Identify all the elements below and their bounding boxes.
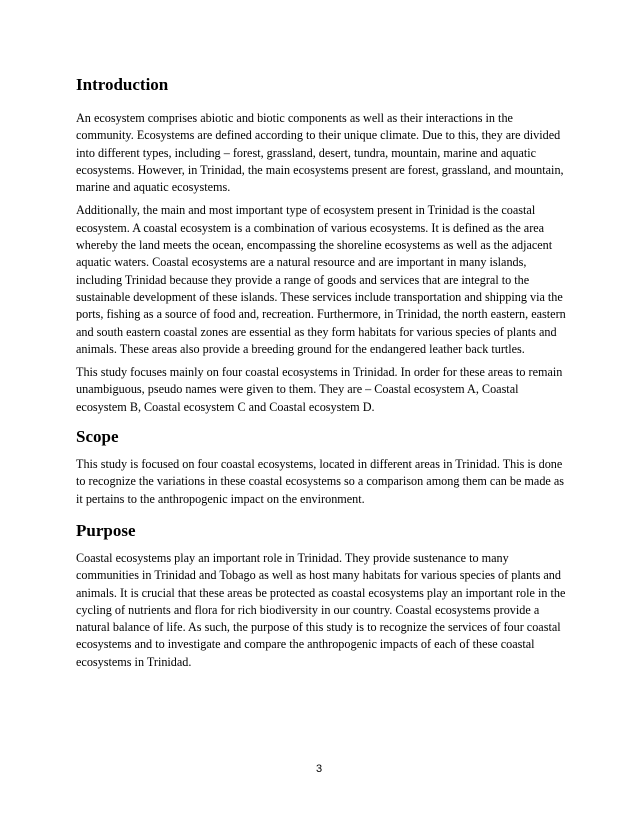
purpose-paragraph: Coastal ecosystems play an important role in Trinidad. They provide sustenance to many communities in Trinidad and Tobago as well as host many habitats for various species of plants and animals. It is crucial that these areas be protected as coastal ecosystems play an important role in the cycling of nutrients and flora for rich biodiversity in our country. Coastal ecosystems provide a natural balance of life. As such, the purpose of this study is to recognize the services of four coastal ecosystems and to investigate and compare the anthropogenic impacts of each of these coastal ecosystems in Trinidad. (76, 550, 566, 669)
introduction-paragraph-1: An ecosystem comprises abiotic and biotic components as well as their interactions in the community. Ecosystems are defined according to their unique climate. Due to this, they are divided into different types, including – forest, grassland, desert, tundra, mountain, marine and aquatic ecosystems. However, in Trinidad, the main ecosystems present are forest, grassland, and mountain, marine and aquatic ecosystems. (76, 111, 564, 195)
page-content (76, 74, 566, 671)
scope-paragraph: This study is focused on four coastal ecosystems, located in different areas in Trinidad. This is done to recognize the variations in these coastal ecosystems so a comparison among them can be made as it pertains to the anthropogenic impact on the environment. (76, 457, 565, 506)
page-number: 3 (315, 763, 323, 775)
purpose-heading: Purpose (76, 520, 136, 540)
introduction-paragraph-2: Additionally, the main and most important type of ecosystem present in Trinidad is the coastal ecosystem. A coastal ecosystem is a combination of various ecosystems. It is defined as the area whereby the land meets the ocean, encompassing the shoreline ecosystems as well as the adjacent aquatic waters. Coastal ecosystems are a natural resource and are important in many islands, including Trinidad because they provide a range of goods and services that are integral to the sustainable development of these islands. These services include transportation and shipping via the ports, fishing as a source of food and, recreation. Furthermore, in Trinidad, the north eastern, eastern and south eastern coastal zones are essential as they form habitats for various species of plants and animals. These areas also provide a breeding ground for the endangered leather back turtles. (76, 203, 566, 356)
scope-heading: Scope (76, 427, 119, 447)
introduction-paragraph-3: This study focuses mainly on four coastal ecosystems in Trinidad. In order for these areas to remain unambiguous, pseudo names were given to them. They are – Coastal ecosystem A, Coastal ecosystem B, Coastal ecosystem C and Coastal ecosystem D. (76, 365, 563, 414)
introduction-heading: Introduction (76, 75, 169, 94)
